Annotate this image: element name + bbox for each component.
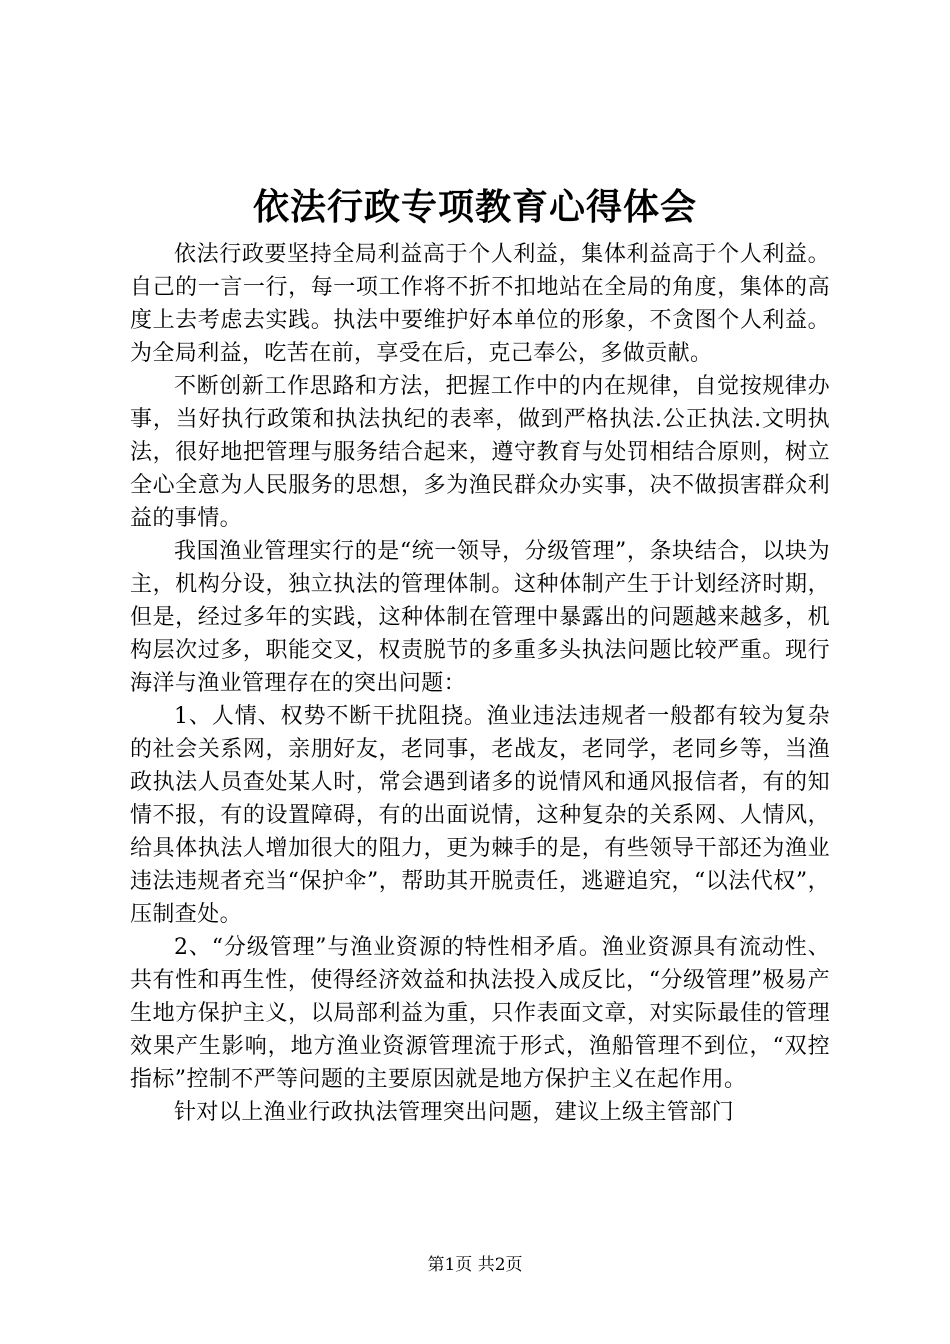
- paragraph-6: 针对以上渔业行政执法管理突出问题，建议上级主管部门: [174, 1100, 735, 1125]
- paragraph-2: 不断创新工作思路和方法，把握工作中的内在规律，自觉按规律办事，当好执行政策和执法执纪的表率，做到严格执法.公正执法.文明执法，很好地把管理与服务结合起来，遵守教育与处罚相结合原则，树立全心全意为人民服务的思想，多为渔民群众办实事，决不做损害群众利益的事情。: [130, 374, 830, 531]
- paragraph-5: 2、“分级管理”与渔业资源的特性相矛盾。渔业资源具有流动性、共有性和再生性，使得经济效益和执法投入成反比，“分级管理”极易产生地方保护主义，以局部利益为重，只作表面文章，对实际最佳的管理效果产生影响，地方渔业资源管理流于形式，渔船管理不到位，“双控指标”控制不严等问题的主要原因就是地方保护主义在起作用。: [130, 935, 830, 1092]
- paragraph-1: 依法行政要坚持全局利益高于个人利益，集体利益高于个人利益。自己的一言一行，每一项工作将不折不扣地站在全局的角度，集体的高度上去考虑去实践。执法中要维护好本单位的形象，不贪图个人利益。为全局利益，吃苦在前，享受在后，克己奉公，多做贡献。: [130, 242, 830, 366]
- document-body: [130, 238, 830, 1129]
- document-title: 依法行政专项教育心得体会: [252, 187, 697, 228]
- page-footer: 第1页 共2页: [427, 1255, 523, 1275]
- paragraph-3: 我国渔业管理实行的是“统一领导，分级管理”，条块结合，以块为主，机构分设，独立执法的管理体制。这种体制产生于计划经济时期，但是，经过多年的实践，这种体制在管理中暴露出的问题越来越多，机构层次过多，职能交叉，权责脱节的多重多头执法问题比较严重。现行海洋与渔业管理存在的突出问题：: [130, 539, 830, 696]
- paragraph-4: 1、人情、权势不断干扰阻挠。渔业违法违规者一般都有较为复杂的社会关系网，亲朋好友，老同事，老战友，老同学，老同乡等，当渔政执法人员查处某人时，常会遇到诸多的说情风和通风报信者，有的知情不报，有的设置障碍，有的出面说情，这种复杂的关系网、人情风，给具体执法人增加很大的阻力，更为棘手的是，有些领导干部还为渔业违法违规者充当“保护伞”，帮助其开脱责任，逃避追究，“以法代权”，压制查处。: [130, 704, 830, 927]
